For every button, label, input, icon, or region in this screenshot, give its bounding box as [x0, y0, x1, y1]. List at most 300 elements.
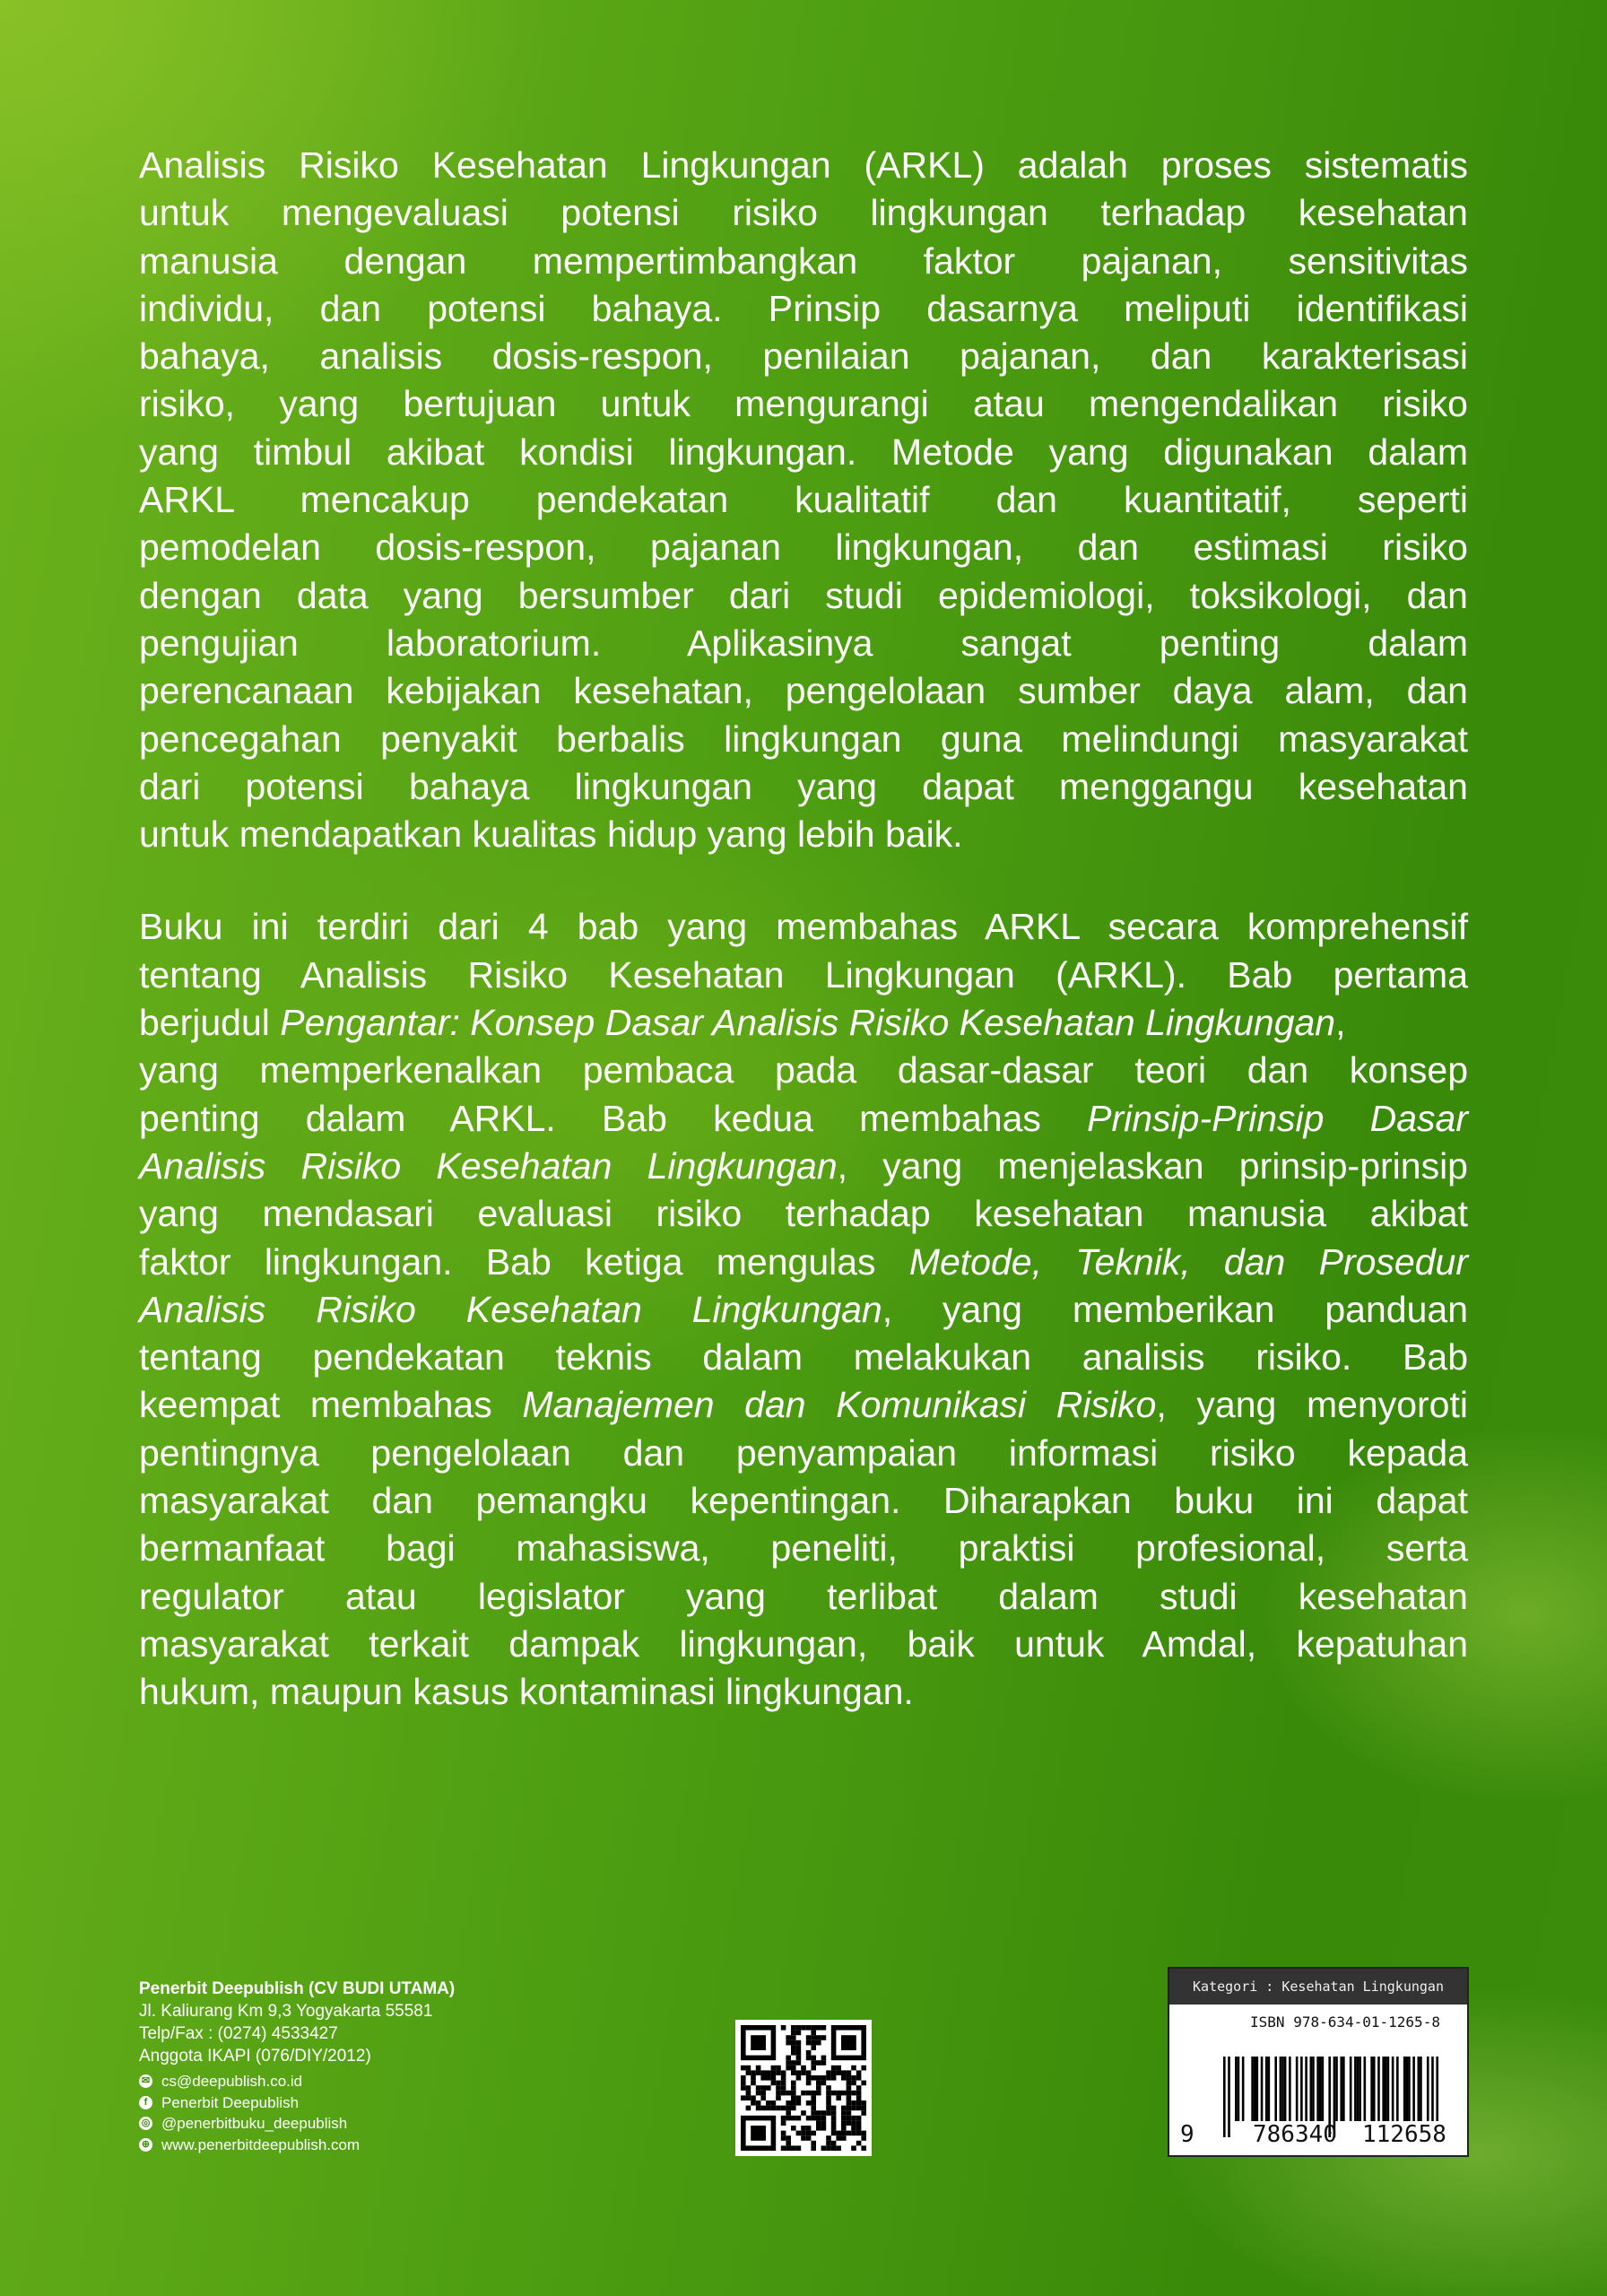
qr-module [836, 2135, 841, 2141]
qr-module [811, 2045, 816, 2050]
contact-item [139, 2092, 455, 2114]
qr-module [826, 2141, 831, 2146]
qr-module [791, 2081, 796, 2086]
qr-module [816, 2025, 821, 2031]
publisher-info [139, 1978, 455, 2155]
qr-module [851, 2126, 856, 2131]
qr-module [836, 2131, 841, 2136]
qr-module [786, 2141, 791, 2146]
barcode-bar [1251, 2057, 1254, 2121]
qr-module [826, 2075, 831, 2081]
qr-module [791, 2126, 796, 2131]
qr-module [786, 2066, 791, 2071]
qr-module [791, 2100, 796, 2106]
blurb-line [139, 1095, 1468, 1143]
qr-module [851, 2100, 856, 2106]
qr-module [751, 2095, 756, 2100]
qr-module [781, 2145, 786, 2151]
qr-module [806, 2091, 812, 2096]
qr-module [847, 2120, 852, 2126]
qr-module [826, 2106, 831, 2111]
qr-module [741, 2066, 746, 2071]
blurb-line [139, 1430, 1468, 1477]
qr-module [791, 2066, 796, 2071]
chapter-title-text: Prinsip-Prinsip Dasar [1087, 1097, 1468, 1139]
qr-module [796, 2045, 802, 2050]
qr-module [836, 2091, 841, 2096]
qr-module [811, 2031, 816, 2036]
barcode-bar [1322, 2057, 1325, 2121]
barcode-bar [1350, 2057, 1352, 2121]
blurb-line [139, 999, 1468, 1047]
isbn-barcode-box [1168, 1967, 1469, 2157]
qr-module [786, 2040, 791, 2046]
blurb-line [139, 1573, 1468, 1621]
barcode-bar [1310, 2057, 1313, 2121]
qr-module [811, 2066, 816, 2071]
barcode-bar [1268, 2057, 1271, 2121]
blurb-text: faktor lingkungan. Bab ketiga mengulas [139, 1240, 909, 1283]
qr-module [751, 2070, 756, 2075]
qr-module [841, 2075, 847, 2081]
qr-module [760, 2075, 766, 2081]
barcode-bar [1261, 2057, 1264, 2121]
qr-module [826, 2110, 831, 2116]
qr-module [806, 2135, 812, 2141]
isbn-number: ISBN 978-634-01-1265-8 [1250, 2013, 1440, 2031]
qr-module [746, 2095, 751, 2100]
qr-module [796, 2050, 802, 2056]
qr-module [811, 2056, 816, 2061]
qr-module [781, 2120, 786, 2126]
qr-module [766, 2085, 771, 2091]
blurb-line [139, 811, 1468, 858]
qr-module [801, 2025, 806, 2031]
qr-module [801, 2126, 806, 2131]
qr-module [760, 2091, 766, 2096]
qr-module [821, 2120, 827, 2126]
qr-module [831, 2116, 837, 2121]
qr-module [856, 2120, 862, 2126]
blurb-paragraph [139, 903, 1468, 1716]
blurb-text: , [1335, 1002, 1346, 1044]
qr-module [781, 2106, 786, 2111]
blurb-text: pemodelan dosis-respon, pajanan lingkungan, dan estimasi risiko [139, 526, 1468, 569]
qr-module [806, 2131, 812, 2136]
blurb-text: Buku ini terdiri dari 4 bab yang membahas ARKL secara komprehensif [139, 906, 1468, 948]
qr-module [841, 2106, 847, 2111]
barcode-bar [1238, 2057, 1240, 2121]
blurb-paragraph [139, 142, 1468, 858]
qr-module [746, 2106, 751, 2111]
qr-module [856, 2085, 862, 2091]
qr-module [856, 2070, 862, 2075]
qr-module [861, 2081, 866, 2086]
qr-module [811, 2131, 816, 2136]
barcode-bar [1373, 2057, 1376, 2121]
qr-module [751, 2075, 756, 2081]
qr-module [851, 2075, 856, 2081]
blurb-text: yang timbul akibat kondisi lingkungan. Metode yang digunakan dalam [139, 430, 1468, 473]
qr-module [756, 2091, 761, 2096]
qr-module [786, 2116, 791, 2121]
qr-module [811, 2100, 816, 2106]
blurb-line [139, 1334, 1468, 1381]
contact-item [139, 2135, 455, 2156]
blurb-text: pengujian laboratorium. Aplikasinya sangat penting dalam [139, 622, 1468, 664]
qr-module [831, 2066, 837, 2071]
blurb-line [139, 716, 1468, 763]
qr-module [856, 2106, 862, 2111]
publisher-membership: Anggota IKAPI (076/DIY/2012) [139, 2047, 371, 2066]
blurb-line [139, 189, 1468, 237]
qr-module [801, 2091, 806, 2096]
chapter-title-text: Analisis Risiko Kesehatan Lingkungan [139, 1144, 838, 1187]
qr-module [791, 2045, 796, 2050]
qr-module [816, 2120, 821, 2126]
qr-module [826, 2100, 831, 2106]
qr-module [851, 2120, 856, 2126]
qr-module [836, 2070, 841, 2075]
qr-module [826, 2085, 831, 2091]
qr-module [786, 2035, 791, 2040]
blurb-line [139, 620, 1468, 667]
qr-module [786, 2106, 791, 2111]
email-icon: ✉ [139, 2074, 152, 2088]
qr-module [841, 2131, 847, 2136]
qr-module [841, 2126, 847, 2131]
blurb-text: yang memperkenalkan pembaca pada dasar-dasar teori dan konsep [139, 1049, 1468, 1091]
qr-module [856, 2126, 862, 2131]
qr-module [821, 2056, 827, 2061]
barcode-digits-left: 786340 [1253, 2121, 1337, 2148]
qr-module [861, 2110, 866, 2116]
barcode-bar [1436, 2057, 1438, 2121]
qr-module [771, 2066, 777, 2071]
blurb-text: Analisis Risiko Kesehatan Lingkungan (ARKL) adalah proses sistematis [139, 144, 1468, 186]
qr-module [771, 2070, 777, 2075]
qr-module [781, 2131, 786, 2136]
blurb-line [139, 1047, 1468, 1094]
globe-icon: ⊕ [139, 2138, 152, 2152]
qr-module [811, 2025, 816, 2031]
qr-module [821, 2075, 827, 2081]
qr-module [821, 2126, 827, 2131]
publisher-address: Jl. Kaliurang Km 9,3 Yogyakarta 55581 [139, 2002, 433, 2021]
qr-module [841, 2091, 847, 2096]
qr-module [791, 2070, 796, 2075]
qr-module [856, 2116, 862, 2121]
qr-module [791, 2025, 796, 2031]
qr-module [760, 2095, 766, 2100]
qr-module [756, 2070, 761, 2075]
qr-module [831, 2106, 837, 2111]
blurb-text: masyarakat dan pemangku kepentingan. Diharapkan buku ini dapat [139, 1480, 1468, 1522]
qr-module [791, 2145, 796, 2151]
blurb-line [139, 333, 1468, 380]
blurb-line [139, 1621, 1468, 1668]
barcode-digit-first: 9 [1180, 2121, 1194, 2148]
qr-module [766, 2106, 771, 2111]
qr-module [746, 2091, 751, 2096]
blurb-text: individu, dan potensi bahaya. Prinsip dasarnya meliputi identifikasi [139, 287, 1468, 329]
qr-module [786, 2110, 791, 2116]
barcode-bar [1312, 2057, 1315, 2121]
qr-module [760, 2070, 766, 2075]
qr-module [806, 2070, 812, 2075]
qr-module [851, 2066, 856, 2071]
qr-module [841, 2116, 847, 2121]
blurb-text: tentang Analisis Risiko Kesehatan Lingkungan (ARKL). Bab pertama [139, 953, 1468, 996]
barcode-bar [1412, 2057, 1415, 2121]
qr-module [791, 2050, 796, 2056]
qr-module [811, 2106, 816, 2111]
qr-module [781, 2116, 786, 2121]
barcode-bar [1359, 2057, 1361, 2121]
barcode-bar [1405, 2057, 1408, 2121]
blurb-line [139, 1668, 1468, 1716]
qr-module [756, 2106, 761, 2111]
qr-module [821, 2025, 827, 2031]
blurb-line [139, 1525, 1468, 1572]
qr-module [791, 2040, 796, 2046]
blurb-line [139, 572, 1468, 620]
qr-module [781, 2085, 786, 2091]
qr-module [811, 2075, 816, 2081]
qr-module [836, 2145, 841, 2151]
qr-module [816, 2081, 821, 2086]
barcode-bar [1228, 2057, 1230, 2137]
barcode-bar [1403, 2057, 1406, 2121]
qr-module [841, 2135, 847, 2141]
blurb-line [139, 1190, 1468, 1238]
qr-module [786, 2091, 791, 2096]
qr-module [847, 2091, 852, 2096]
qr-module [821, 2035, 827, 2040]
publisher-contacts [139, 2071, 455, 2155]
blurb-text: hukum, maupun kasus kontaminasi lingkungan. [139, 1671, 914, 1713]
qr-module [851, 2091, 856, 2096]
qr-module [856, 2075, 862, 2081]
qr-module [851, 2131, 856, 2136]
blurb-line [139, 238, 1468, 285]
blurb-text: perencanaan kebijakan kesehatan, pengelolaan sumber daya alam, dan [139, 670, 1468, 712]
barcode-bar [1385, 2057, 1387, 2121]
category-label: Kategori : Kesehatan Lingkungan [1169, 1969, 1467, 2005]
blurb-text: berjudul [139, 1002, 281, 1044]
barcode-bar [1296, 2057, 1299, 2121]
qr-module [821, 2060, 827, 2066]
qr-module [856, 2091, 862, 2096]
blurb-text: tentang pendekatan teknis dalam melakukan analisis risiko. Bab [139, 1336, 1468, 1378]
qr-module [771, 2106, 777, 2111]
qr-module [826, 2070, 831, 2075]
blurb-text: yang mendasari evaluasi risiko terhadap kesehatan manusia akibat [139, 1193, 1468, 1235]
qr-module [847, 2116, 852, 2121]
chapter-title-text: Analisis Risiko Kesehatan Lingkungan [139, 1288, 882, 1330]
qr-module [861, 2131, 866, 2136]
blurb-text: penting dalam ARKL. Bab kedua membahas [139, 1097, 1088, 1139]
qr-module [856, 2141, 862, 2146]
blurb-line [139, 1143, 1468, 1190]
blurb-line [139, 667, 1468, 715]
qr-module [751, 2081, 756, 2086]
qr-module [796, 2075, 802, 2081]
chapter-title-text: Pengantar: Konsep Dasar Analisis Risiko Kesehatan Lingkungan [280, 1002, 1336, 1044]
chapter-title-text: Metode, Teknik, dan Prosedur [908, 1240, 1468, 1283]
barcode-bar [1396, 2057, 1399, 2121]
qr-module [826, 2145, 831, 2151]
qr-module [786, 2060, 791, 2066]
qr-module [841, 2110, 847, 2116]
blurb-text: pentingnya pengelolaan dan penyampaian informasi risiko kepada [139, 1431, 1468, 1474]
instagram-icon: ◎ [139, 2117, 152, 2130]
blurb-text: masyarakat terkait dampak lingkungan, baik untuk Amdal, kepatuhan [139, 1622, 1468, 1665]
qr-module [806, 2040, 812, 2046]
qr-module [796, 2145, 802, 2151]
qr-module [801, 2135, 806, 2141]
qr-module [760, 2085, 766, 2091]
blurb-line [139, 1381, 1468, 1429]
blurb-text: bahaya, analisis dosis-respon, penilaian pajanan, dan karakterisasi [139, 335, 1468, 378]
qr-module [851, 2145, 856, 2151]
qr-module [746, 2070, 751, 2075]
qr-module [806, 2100, 812, 2106]
qr-module [766, 2100, 771, 2106]
qr-module [781, 2091, 786, 2096]
barcode-bar [1319, 2057, 1322, 2121]
qr-module [821, 2116, 827, 2121]
qr-module [801, 2070, 806, 2075]
publisher-phone: Telp/Fax : (0274) 4533427 [139, 2024, 338, 2043]
qr-module [831, 2141, 837, 2146]
qr-module [831, 2145, 837, 2151]
qr-module [861, 2100, 866, 2106]
qr-module [796, 2025, 802, 2031]
qr-module [847, 2106, 852, 2111]
qr-module [796, 2060, 802, 2066]
qr-module [811, 2110, 816, 2116]
qr-module [816, 2040, 821, 2046]
barcode-bar [1382, 2057, 1385, 2121]
qr-module [861, 2106, 866, 2111]
qr-module [781, 2025, 786, 2031]
qr-module [847, 2075, 852, 2081]
qr-module [856, 2100, 862, 2106]
qr-module [776, 2081, 781, 2086]
qr-module [796, 2100, 802, 2106]
qr-module [796, 2070, 802, 2075]
qr-module [796, 2056, 802, 2061]
contact-text: cs@deepublish.co.id [161, 2073, 303, 2090]
qr-module [781, 2075, 786, 2081]
qr-module [831, 2075, 837, 2081]
blurb-text: , yang memberikan panduan [882, 1288, 1468, 1330]
blurb-text: untuk mengevaluasi potensi risiko lingkungan terhadap kesehatan [139, 192, 1468, 234]
contact-text: Penerbit Deepublish [161, 2093, 300, 2111]
barcode-bar [1340, 2057, 1342, 2121]
blurb-line [139, 285, 1468, 333]
qr-module [826, 2135, 831, 2141]
qr-module [816, 2035, 821, 2040]
qr-module [811, 2095, 816, 2100]
qr-module [816, 2091, 821, 2096]
qr-module [760, 2106, 766, 2111]
qr-module [776, 2106, 781, 2111]
qr-module [811, 2035, 816, 2040]
qr-module [791, 2095, 796, 2100]
contact-item [139, 2113, 455, 2135]
blurb-line [139, 476, 1468, 524]
qr-module [851, 2106, 856, 2111]
barcode-bar [1300, 2057, 1303, 2121]
qr-module [796, 2095, 802, 2100]
qr-module [801, 2066, 806, 2071]
qr-module [756, 2100, 761, 2106]
qr-module [816, 2060, 821, 2066]
barcode-bar [1254, 2057, 1256, 2121]
contact-item [139, 2071, 455, 2092]
qr-module [826, 2095, 831, 2100]
blurb-text: bermanfaat bagi mahasiswa, peneliti, praktisi profesional, serta [139, 1527, 1468, 1570]
blurb-text: risiko, yang bertujuan untuk mengurangi atau mengendalikan risiko [139, 383, 1468, 425]
qr-module [746, 2085, 751, 2091]
blurb-line [139, 1286, 1468, 1334]
barcode-bar [1281, 2057, 1284, 2121]
barcode-bar [1357, 2057, 1359, 2121]
qr-module [851, 2116, 856, 2121]
qr-module [741, 2095, 746, 2100]
barcode-bar [1420, 2057, 1422, 2121]
blurb-text: dengan data yang bersumber dari studi epidemiologi, toksikologi, dan [139, 574, 1468, 616]
qr-module [811, 2145, 816, 2151]
qr-module [791, 2106, 796, 2111]
blurb-text: manusia dengan mempertimbangkan faktor pajanan, sensitivitas [139, 239, 1468, 282]
barcode-bar [1242, 2057, 1245, 2121]
qr-module [806, 2056, 812, 2061]
barcode-bar [1377, 2057, 1380, 2121]
qr-module [796, 2040, 802, 2046]
qr-module [806, 2081, 812, 2086]
qr-module [856, 2095, 862, 2100]
blurb-line [139, 952, 1468, 999]
qr-module [821, 2110, 827, 2116]
qr-module [806, 2126, 812, 2131]
barcode-bar [1274, 2057, 1277, 2121]
qr-module [806, 2050, 812, 2056]
qr-module [776, 2070, 781, 2075]
qr-module [776, 2085, 781, 2091]
blurb-text: keempat membahas [139, 1384, 523, 1426]
contact-text: @penerbitbuku_deepublish [161, 2115, 348, 2132]
qr-code [735, 2020, 872, 2156]
qr-module [847, 2085, 852, 2091]
barcode-bar [1408, 2057, 1411, 2121]
qr-module [841, 2070, 847, 2075]
qr-module [806, 2025, 812, 2031]
barcode-bar [1316, 2057, 1319, 2121]
qr-module [756, 2085, 761, 2091]
blurb-line [139, 429, 1468, 476]
qr-module [821, 2081, 827, 2086]
blurb-line [139, 1239, 1468, 1286]
qr-module [771, 2081, 777, 2086]
publisher-name: Penerbit Deepublish (CV BUDI UTAMA) [139, 1979, 456, 1998]
qr-module [811, 2060, 816, 2066]
contact-text: www.penerbitdeepublish.com [161, 2135, 360, 2153]
qr-module [771, 2100, 777, 2106]
barcode-bar [1335, 2057, 1338, 2121]
